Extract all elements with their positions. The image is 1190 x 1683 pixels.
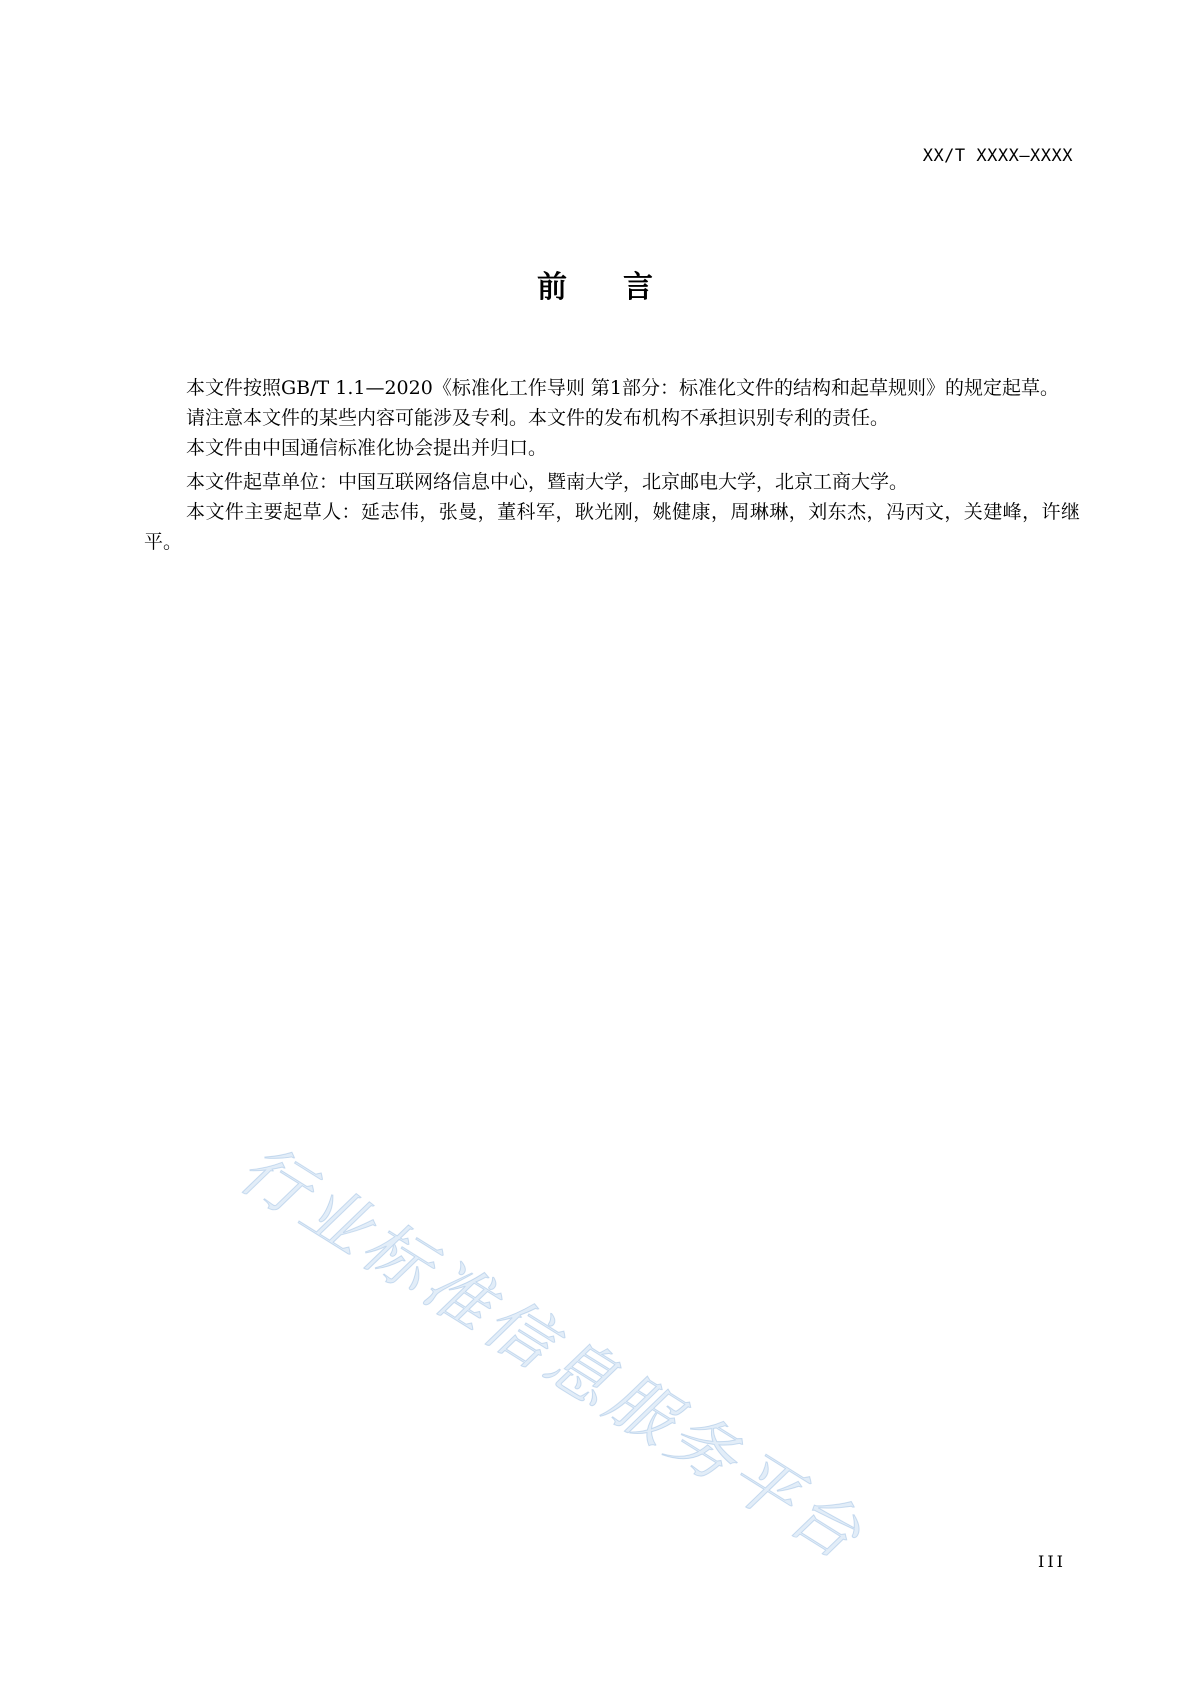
watermark: 行业标准信息服务平台 bbox=[226, 1129, 878, 1577]
foreword-body bbox=[144, 373, 1080, 557]
paragraph-patent-notice: 请注意本文件的某些内容可能涉及专利。本文件的发布机构不承担识别专利的责任。 bbox=[186, 407, 890, 429]
page-title: 前言 bbox=[537, 270, 709, 305]
paragraph-proposer: 本文件由中国通信标准化协会提出并归口。 bbox=[186, 437, 548, 459]
page-number: III bbox=[1038, 1552, 1066, 1571]
paragraph-drafting-units: 本文件起草单位：中国互联网络信息中心，暨南大学，北京邮电大学，北京工商大学。 bbox=[186, 471, 909, 493]
paragraph-standard-basis: 本文件按照GB/T 1.1—2020《标准化工作导则 第1部分：标准化文件的结构和起草规则》的规定起草。 bbox=[186, 377, 1059, 399]
document-code: XX/T XXXX—XXXX bbox=[922, 146, 1073, 166]
paragraph-drafters: 本文件主要起草人：延志伟，张曼，董科军，耿光刚，姚健康，周琳琳，刘东杰，冯丙文，关建峰，许继平。 bbox=[144, 501, 1080, 553]
